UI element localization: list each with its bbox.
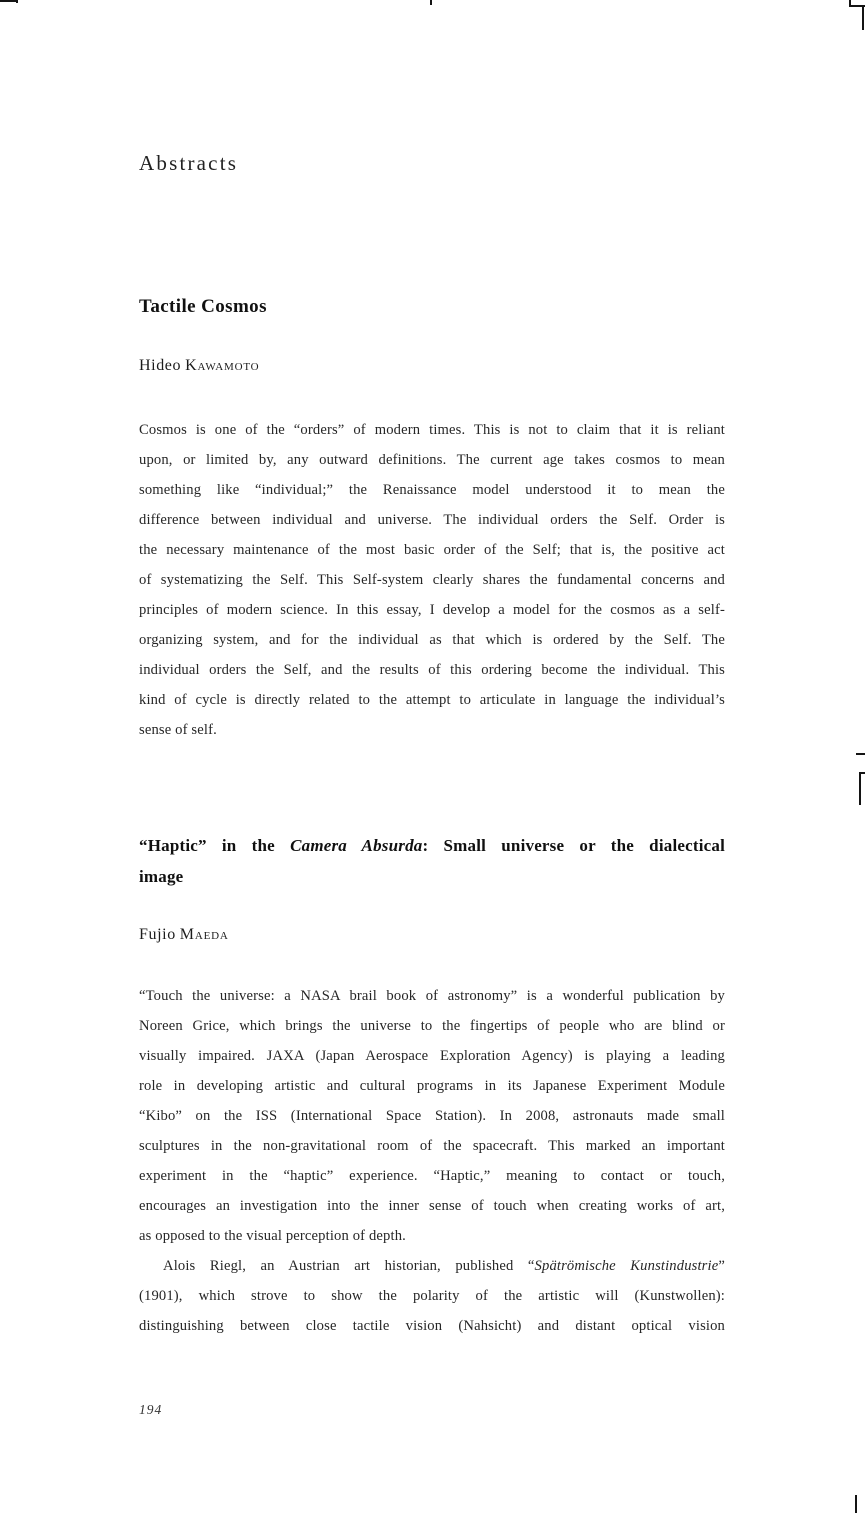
abstract1-body [139,415,725,745]
abstract2-title [139,830,725,892]
text-line: something like “individual;” the Renaissance model understood it to mean the [139,482,725,498]
author2-last-name: Maeda [179,926,229,943]
text-line: individual orders the Self, and the results of this ordering become the individual. This [139,662,725,678]
text-line: sculptures in the non-gravitational room of the spacecraft. This marked an important [139,1138,725,1154]
author2-first-name: Fujio [139,926,176,943]
text-line: kind of cycle is directly related to the attempt to articulate in language the individual’s [139,692,725,708]
text-line: role in developing artistic and cultural programs in its Japanese Experiment Module [139,1078,725,1094]
text-line: difference between individual and universe. The individual orders the Self. Order is [139,512,725,528]
crop-mark-right-corner-vertical [859,772,861,805]
page-title: Abstracts [139,151,239,175]
abstract2-body [139,981,725,1341]
text-line: Noreen Grice, which brings the universe to the fingertips of people who are blind or [139,1018,725,1034]
text-line: Cosmos is one of the “orders” of modern times. This is not to claim that it is reliant [139,422,725,438]
page-number: 194 [139,1402,163,1417]
author1-last-name: Kawamoto [185,357,260,374]
text-line: organizing system, and for the individual as that which is ordered by the Self. The [139,632,725,648]
crop-mark-top-left-vertical [16,0,18,3]
text-line: sense of self. [139,722,217,738]
crop-mark-bottom-right-vertical [855,1495,857,1513]
text-line: the necessary maintenance of the most basic order of the Self; that is, the positive act [139,542,725,558]
text-line: experiment in the “haptic” experience. “Haptic,” meaning to contact or touch, [139,1168,725,1184]
text-line: image [139,867,184,886]
abstract1-author [139,357,725,375]
text-line: as opposed to the visual perception of depth. [139,1228,406,1244]
abstract2-author [139,926,725,944]
text-line: encourages an investigation into the inner sense of touch when creating works of art, [139,1198,725,1214]
crop-mark-right-dash [856,753,865,755]
text-line: distinguishing between close tactile vision (Nahsicht) and distant optical vision [139,1318,725,1334]
text-line: (1901), which strove to show the polarity of the artistic will (Kunstwollen): [139,1288,725,1304]
crop-mark-top-right-edge [862,5,864,30]
text-line: upon, or limited by, any outward definitions. The current age takes cosmos to mean [139,452,725,468]
text-line: of systematizing the Self. This Self-system clearly shares the fundamental concerns and [139,572,725,588]
text-line: principles of modern science. In this essay, I develop a model for the cosmos as a self- [139,602,725,618]
crop-mark-top-center [430,0,432,5]
author1-first-name: Hideo [139,357,182,374]
text-line: “Kibo” on the ISS (International Space Station). In 2008, astronauts made small [139,1108,725,1124]
text-line: “Haptic” in the Camera Absurda: Small universe or the dialectical [139,836,725,855]
abstract1-title: Tactile Cosmos [139,296,267,317]
text-line: visually impaired. JAXA (Japan Aerospace Exploration Agency) is playing a leading [139,1048,725,1064]
text-line: “Touch the universe: a NASA brail book of astronomy” is a wonderful publication by [139,988,725,1004]
text-line: Alois Riegl, an Austrian art historian, published “Spätrömische Kunstindustrie” [163,1258,725,1274]
